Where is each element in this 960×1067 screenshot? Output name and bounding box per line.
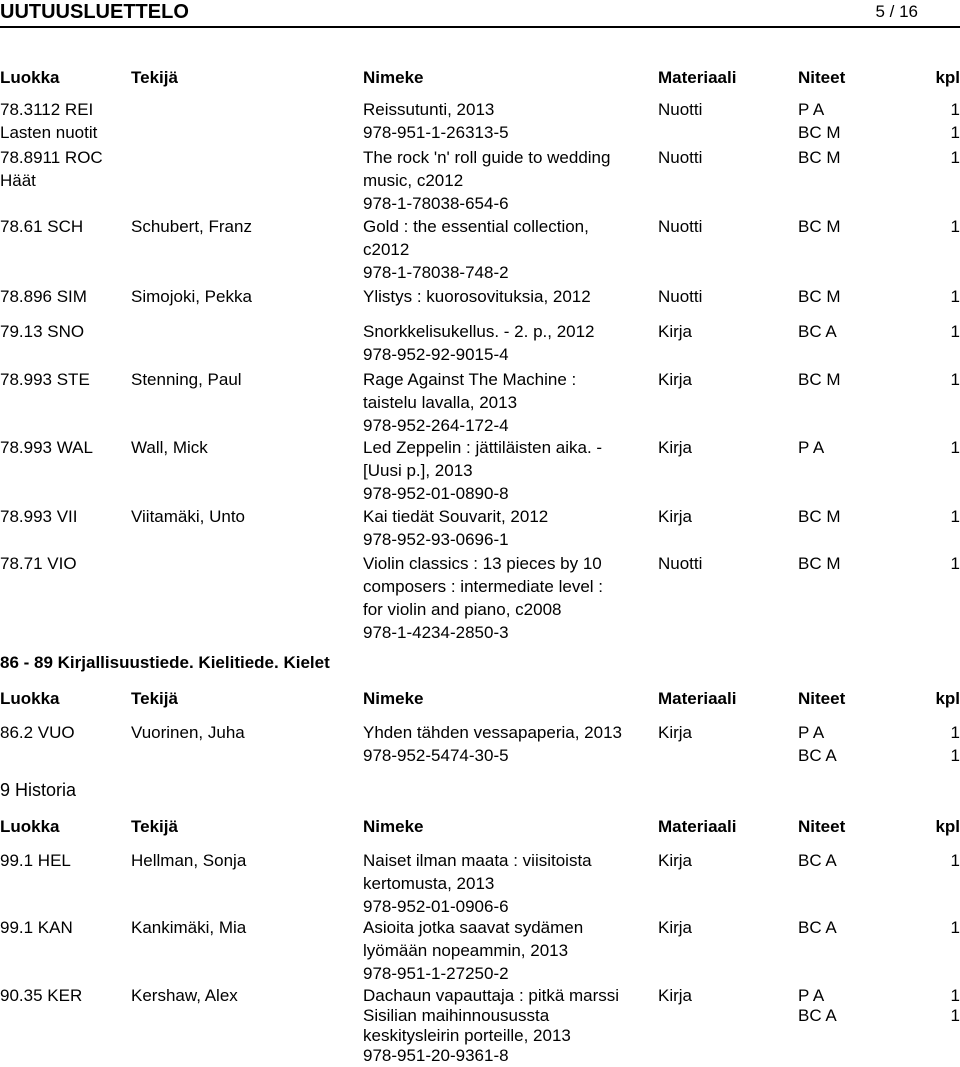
isbn: 978-952-01-0890-8 [363,484,509,503]
location-code: BC M [798,123,841,142]
title-line: keskitysleirin porteille, 2013 [363,1026,571,1045]
class-code: 78.3112 REI [0,100,94,119]
author-name: Simojoki, Pekka [131,287,252,306]
material-type: Kirja [658,986,693,1005]
page-header [0,0,960,24]
column-header-material: Materiaali [658,689,737,708]
page-number: 5 / 16 [875,2,918,21]
location-code: P A [798,438,825,457]
title-line: kertomusta, 2013 [363,874,495,893]
title-line: lyömään nopeammin, 2013 [363,941,569,960]
title-line: Yhden tähden vessapaperia, 2013 [363,723,622,742]
copy-count: 1 [950,322,960,341]
material-type: Kirja [658,370,693,389]
title-line: Gold : the essential collection, [363,217,589,236]
material-type: Kirja [658,918,693,937]
title-line: Sisilian maihinnousussta [363,1006,550,1025]
location-code: BC A [798,746,837,765]
section-heading-history: 9 Historia [0,780,77,800]
copy-count: 1 [950,554,960,573]
class-code: 78.896 SIM [0,287,87,306]
column-header-title: Nimeke [363,817,424,836]
class-code: 78.61 SCH [0,217,84,236]
column-header-count: kpl [935,689,960,708]
copy-count: 1 [950,438,960,457]
location-code: BC M [798,554,841,573]
copy-count: 1 [950,986,960,1005]
isbn: 978-952-01-0906-6 [363,897,509,916]
column-header-volumes: Niteet [798,817,846,836]
copy-count: 1 [950,217,960,236]
copy-count: 1 [950,507,960,526]
title-line: Snorkkelisukellus. - 2. p., 2012 [363,322,595,341]
column-header-class: Luokka [0,68,60,87]
column-header-row [0,816,960,838]
title-line: Reissutunti, 2013 [363,100,495,119]
author-name: Wall, Mick [131,438,208,457]
isbn: 978-951-1-27250-2 [363,964,509,983]
column-header-row [0,688,960,710]
title-line: Naiset ilman maata : viisitoista [363,851,592,870]
author-name: Kershaw, Alex [131,986,238,1005]
title-line: [Uusi p.], 2013 [363,461,473,480]
title-line: c2012 [363,240,410,259]
column-header-volumes: Niteet [798,68,846,87]
class-code: 99.1 KAN [0,918,73,937]
class-code: 99.1 HEL [0,851,71,870]
title-line: Kai tiedät Souvarit, 2012 [363,507,549,526]
class-subject: Lasten nuotit [0,123,98,142]
location-code: BC M [798,148,841,167]
class-code: 86.2 VUO [0,723,75,742]
author-name: Kankimäki, Mia [131,918,247,937]
location-code: BC A [798,851,837,870]
copy-count: 1 [950,1006,960,1025]
location-code: P A [798,100,825,119]
title-line: taistelu lavalla, 2013 [363,393,518,412]
copy-count: 1 [950,723,960,742]
material-type: Nuotti [658,148,703,167]
title-line: Dachaun vapauttaja : pitkä marssi [363,986,620,1005]
copy-count: 1 [950,123,960,142]
class-code: 78.993 STE [0,370,90,389]
author-name: Vuorinen, Juha [131,723,245,742]
copy-count: 1 [950,918,960,937]
material-type: Kirja [658,507,693,526]
column-header-material: Materiaali [658,68,737,87]
title-line: for violin and piano, c2008 [363,600,562,619]
location-code: P A [798,723,825,742]
material-type: Nuotti [658,554,703,573]
material-type: Nuotti [658,100,703,119]
column-header-title: Nimeke [363,689,424,708]
class-code: 78.71 VIO [0,554,77,573]
title-line: Led Zeppelin : jättiläisten aika. - [363,438,603,457]
isbn: 978-952-5474-30-5 [363,746,509,765]
column-header-author: Tekijä [131,68,178,87]
location-code: BC A [798,918,837,937]
title-line: composers : intermediate level : [363,577,603,596]
class-code: 78.993 WAL [0,438,93,457]
material-type: Nuotti [658,287,703,306]
material-type: Kirja [658,438,693,457]
column-header-class: Luokka [0,689,60,708]
title-line: Ylistys : kuorosovituksia, 2012 [363,287,591,306]
title-line: Rage Against The Machine : [363,370,577,389]
copy-count: 1 [950,100,960,119]
location-code: BC M [798,370,841,389]
location-code: P A [798,986,825,1005]
location-code: BC M [798,287,841,306]
title-line: Violin classics : 13 pieces by 10 [363,554,602,573]
class-code: 79.13 SNO [0,322,85,341]
column-header-count: kpl [935,68,960,87]
isbn: 978-952-93-0696-1 [363,530,509,549]
column-header-title: Nimeke [363,68,424,87]
isbn: 978-952-264-172-4 [363,416,509,435]
author-name: Hellman, Sonja [131,851,247,870]
isbn: 978-951-1-26313-5 [363,123,509,142]
class-code: 90.35 KER [0,986,83,1005]
copy-count: 1 [950,851,960,870]
author-name: Stenning, Paul [131,370,242,389]
isbn: 978-952-92-9015-4 [363,345,509,364]
copy-count: 1 [950,370,960,389]
location-code: BC A [798,322,837,341]
isbn: 978-1-4234-2850-3 [363,623,509,642]
column-header-row [0,67,960,89]
material-type: Kirja [658,723,693,742]
location-code: BC M [798,217,841,236]
column-header-author: Tekijä [131,817,178,836]
copy-count: 1 [950,287,960,306]
title-line: music, c2012 [363,171,464,190]
location-code: BC M [798,507,841,526]
material-type: Kirja [658,322,693,341]
copy-count: 1 [950,746,960,765]
isbn: 978-1-78038-654-6 [363,194,509,213]
author-name: Schubert, Franz [131,217,252,236]
isbn: 978-951-20-9361-8 [363,1046,509,1065]
author-name: Viitamäki, Unto [131,507,246,526]
isbn: 978-1-78038-748-2 [363,263,509,282]
column-header-material: Materiaali [658,817,737,836]
class-subject: Häät [0,171,36,190]
title-line: Asioita jotka saavat sydämen [363,918,584,937]
title-line: The rock 'n' roll guide to wedding [363,148,611,167]
material-type: Kirja [658,851,693,870]
class-code: 78.8911 ROC [0,148,103,167]
material-type: Nuotti [658,217,703,236]
column-header-class: Luokka [0,817,60,836]
location-code: BC A [798,1006,837,1025]
section-heading-literature: 86 - 89 Kirjallisuustiede. Kielitiede. Kielet [0,653,330,672]
copy-count: 1 [950,148,960,167]
column-header-author: Tekijä [131,689,178,708]
class-code: 78.993 VII [0,507,78,526]
document-title: UUTUUSLUETTELO [0,1,189,23]
column-header-volumes: Niteet [798,689,846,708]
header-divider [0,26,960,28]
column-header-count: kpl [935,817,960,836]
